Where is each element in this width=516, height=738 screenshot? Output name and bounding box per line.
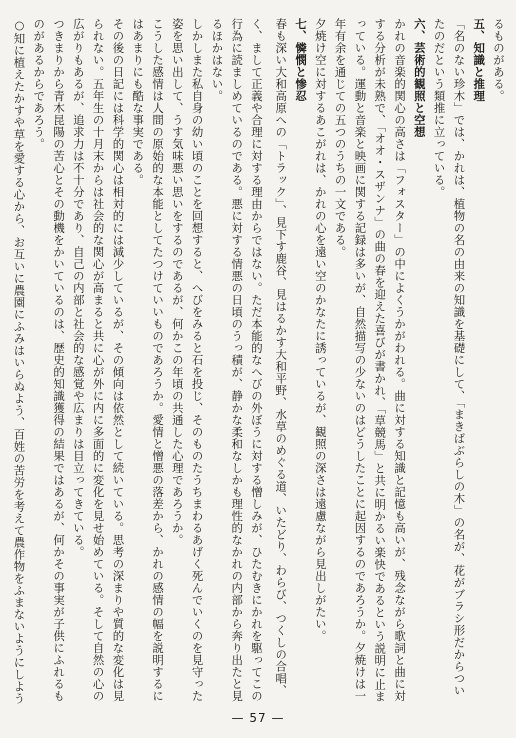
paragraph: 夕焼け空に対するあこがれは、かれの心を遠い空のかなたに誘っているが、観照の深さは遠慮ながら見出しがたい。 [313,18,328,642]
paragraph: つきまりから青木昆陽の苦心とその動機をかいているのは、歴史的知識獲得の結果ではあるが、何かその事実が子供にふれるものがあるからであろう。 [32,18,67,702]
left-text-column [6,18,266,708]
paragraph: るものがある。 [492,18,506,102]
paragraph: その後の日記には科学的関心は相対的には減少しているが、その傾向は依然として続いている。思考の深まりや質的な変化は見られない。五年生の十月末からは社会的な関心が高まると共に心が外に内に多面的に変化を見せ始めている。そして自然の心の広がりもあるが、追求力は不十分であり、自己の内部と社会的な感覚や広まりは目立ってきている。 [71,18,126,702]
paragraph: 「名のない珍木」では、かれは、植物の名の由来の知識を基礎にして、「まきばぶらしの木」の名が、花がブラシ形だからついたのだという類推に立っている。 [432,18,467,697]
right-text-column [272,18,508,708]
section-heading: 五、知識と推理 [472,18,487,102]
paragraph: く、まして正義や合理に対する理由からではない。ただ本能的なへびの外ぼうに対する憎しみが、ひたむきにかれを駆ってこの行為に読ましめているのである。悪に対する情悪の日頃のうっ積が、静かな柔和なしかも理性的なかれの内部から奔り出たと見るほかはない。 [210,18,264,702]
paragraph: しかしまた私自身の幼い頃のことを回想すると、へびをみると石を投じ、そのものたうちまわるあげく死んでいくのを見守った姿を思い出して、うす気味悪い思いをするのであるが、何かこの年頃の共通した心理であろうか。 [170,18,205,702]
section-heading: 六、芸術的観照と空想 [412,18,427,138]
section-heading: 七、憐憫と惨忍 [294,18,309,102]
paragraph: ○知に植えたかすや草を愛する心から、お互いに農園にふみはいらぬよう、百姓の苦労を考えて農作物をふまないようにしよう [12,18,27,705]
page-number: — 57 — [231,711,285,725]
paragraph: かれの音楽的関心の高さは「フォスター」の中によくうかがわれる。曲に対する知識と記憶も高いが、残念ながら歌詞と曲に対する分析が未熟で、「オオ・スザンナ」の曲の春を迎えた喜びが書かれ、「草競馬」と共に明かるい楽快であるという説明に止まっている。運動と音楽と映画に関する記録は多いが、自然描写の少ないのはどうしたことに起因するのであろうか。夕焼けは一年有余を通じての五つのうちの一文である。 [333,18,408,703]
paragraph: こうした感情は人間の原始的な本能としてたつけていいものであろうか。愛情と憎悪の落差から、かれの感情の幅を説明するにはあまりにも酷な事実である。 [131,18,166,702]
paragraph: 春も深い大和高原への「トラック」、見下す鹿谷、見はるかす大和平野、水草のめぐる道、いたどり、わらび、つくしの合唱、 [274,18,289,697]
